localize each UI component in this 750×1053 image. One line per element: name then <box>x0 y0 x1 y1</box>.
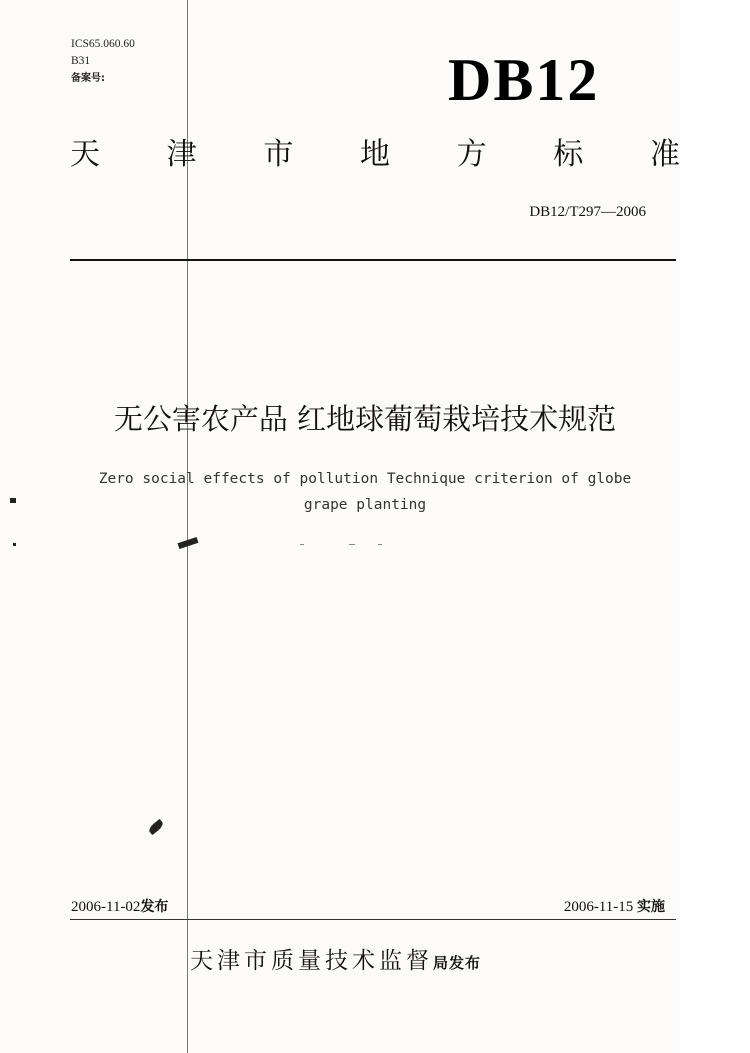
release-date-value: 2006-11-02 <box>71 899 141 915</box>
scan-speck <box>378 544 382 545</box>
standard-type-char: 市 <box>263 137 294 172</box>
release-date <box>71 896 168 916</box>
db-code-mark: DB12 <box>448 47 600 113</box>
standard-type-char: 地 <box>359 137 390 172</box>
standard-type-char: 标 <box>553 137 584 172</box>
ccs-code: B31 <box>71 55 91 67</box>
scan-speck <box>10 498 16 503</box>
footer-divider <box>70 919 676 920</box>
issuing-authority <box>190 942 481 975</box>
title-chinese: 无公害农产品 红地球葡萄栽培技术规范 <box>113 402 617 436</box>
scan-speck <box>349 544 355 545</box>
scan-speck <box>300 544 304 545</box>
standard-number: DB12/T297—2006 <box>529 204 646 220</box>
classification-block <box>71 36 135 87</box>
title-english <box>80 466 650 518</box>
standard-type-char: 准 <box>649 137 680 172</box>
scan-speck <box>147 819 164 835</box>
title-english-line-2: grape planting <box>303 497 427 513</box>
implement-date-value: 2006-11-15 <box>563 899 634 915</box>
record-number-label: 备案号: <box>71 73 105 84</box>
header-divider <box>70 259 676 261</box>
release-date-label: 发布 <box>140 899 169 915</box>
implement-date <box>564 896 665 916</box>
standard-type-char: 天 <box>70 137 100 172</box>
ics-code: ICS65.060.60 <box>71 38 135 50</box>
issuer-suffix: 局发布 <box>433 954 482 972</box>
standard-type-heading <box>70 135 680 175</box>
standard-type-char: 津 <box>166 137 197 172</box>
page-margin <box>680 0 750 1053</box>
implement-date-label: 实施 <box>637 899 665 915</box>
standard-type-char: 方 <box>456 137 487 172</box>
scan-speck <box>178 537 199 549</box>
issuer-name: 天津市质量技术监督 <box>190 948 433 974</box>
scan-speck <box>13 543 16 546</box>
title-english-line-1: Zero social effects of pollution Technique criterion of globe <box>98 471 632 487</box>
